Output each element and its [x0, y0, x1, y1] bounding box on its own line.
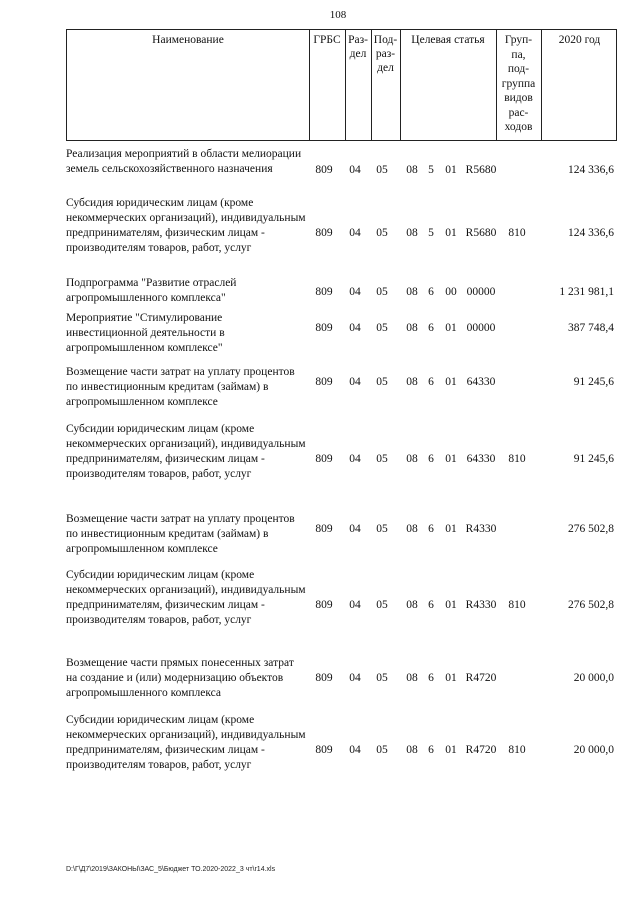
cell-podrazdel: 05	[376, 164, 388, 176]
cell-grbs: 809	[315, 672, 333, 684]
cell-expense-type: 810	[508, 744, 526, 756]
cell-direction: 64330	[466, 453, 496, 465]
file-path-footer: D:\Г\Д7\2019\ЗАКОНЫ\ЗАС_5\Бюджет ТО.2020-2022_3 чт\r14.xls	[66, 866, 276, 873]
cell-program: 08	[406, 672, 418, 684]
cell-subprogram: 6	[428, 453, 434, 465]
cell-amount-2020: 1 231 981,1	[559, 286, 614, 298]
cell-subprogram: 6	[428, 376, 434, 388]
cell-podrazdel: 05	[376, 523, 388, 535]
cell-event: 01	[445, 599, 457, 611]
cell-subprogram: 6	[428, 286, 434, 298]
cell-program: 08	[406, 286, 418, 298]
cell-amount-2020: 91 245,6	[573, 453, 614, 465]
cell-amount-2020: 124 336,6	[568, 227, 614, 239]
cell-subprogram: 5	[428, 164, 434, 176]
cell-program: 08	[406, 376, 418, 388]
cell-podrazdel: 05	[376, 227, 388, 239]
cell-program: 08	[406, 164, 418, 176]
header-target-article: Целевая статья	[411, 34, 485, 46]
table-header	[66, 29, 617, 141]
cell-grbs: 809	[315, 227, 333, 239]
header-grbs: ГРБС	[313, 34, 341, 46]
cell-razdel: 04	[349, 322, 361, 334]
cell-subprogram: 5	[428, 227, 434, 239]
row-name: Возмещение части затрат на уплату процентов по инвестиционным кредитам (займам) в агропромышленном комплексе	[66, 366, 295, 408]
cell-direction: R4720	[465, 744, 497, 756]
cell-amount-2020: 20 000,0	[573, 672, 614, 684]
row-name: Возмещение части прямых понесенных затрат на создание и (или) модернизацию объектов агропромышленного комплекса	[66, 657, 294, 699]
cell-amount-2020: 387 748,4	[568, 322, 614, 334]
cell-direction: R4330	[465, 599, 497, 611]
cell-program: 08	[406, 599, 418, 611]
row-name: Подпрограмма "Развитие отраслей агропромышленного комплекса"	[66, 277, 237, 304]
cell-subprogram: 6	[428, 523, 434, 535]
header-year: 2020 год	[558, 34, 601, 46]
cell-expense-type: 810	[508, 453, 526, 465]
cell-razdel: 04	[349, 376, 361, 388]
cell-razdel: 04	[349, 672, 361, 684]
cell-grbs: 809	[315, 744, 333, 756]
cell-razdel: 04	[349, 227, 361, 239]
cell-direction: 64330	[466, 376, 496, 388]
cell-direction: R5680	[465, 227, 497, 239]
cell-amount-2020: 276 502,8	[568, 523, 614, 535]
header-razdel: Раз- дел	[348, 34, 368, 60]
cell-podrazdel: 05	[376, 453, 388, 465]
page-number: 108	[329, 9, 347, 21]
cell-grbs: 809	[315, 376, 333, 388]
cell-program: 08	[406, 453, 418, 465]
cell-program: 08	[406, 322, 418, 334]
cell-amount-2020: 20 000,0	[573, 744, 614, 756]
cell-direction: R5680	[465, 164, 497, 176]
cell-subprogram: 6	[428, 322, 434, 334]
cell-razdel: 04	[349, 164, 361, 176]
header-expense-group: Груп- па, под- группа видов рас- ходов	[501, 34, 536, 133]
row-name: Мероприятие "Стимулирование инвестиционной деятельности в агропромышленном комплексе"	[66, 312, 225, 354]
cell-event: 01	[445, 376, 457, 388]
cell-amount-2020: 91 245,6	[573, 376, 614, 388]
cell-amount-2020: 276 502,8	[568, 599, 614, 611]
cell-direction: 00000	[466, 286, 496, 298]
cell-grbs: 809	[315, 286, 333, 298]
cell-subprogram: 6	[428, 672, 434, 684]
row-name: Субсидия юридическим лицам (кроме некоммерческих организаций), индивидуальным предпринимателям, физическим лицам - производителям товаров, работ, услуг	[66, 197, 306, 254]
cell-program: 08	[406, 523, 418, 535]
cell-razdel: 04	[349, 453, 361, 465]
cell-expense-type: 810	[508, 227, 526, 239]
cell-grbs: 809	[315, 523, 333, 535]
cell-podrazdel: 05	[376, 376, 388, 388]
cell-razdel: 04	[349, 286, 361, 298]
cell-subprogram: 6	[428, 744, 434, 756]
row-name: Возмещение части затрат на уплату процентов по инвестиционным кредитам (займам) в агропромышленном комплексе	[66, 513, 295, 555]
cell-razdel: 04	[349, 744, 361, 756]
cell-podrazdel: 05	[376, 744, 388, 756]
cell-event: 01	[445, 672, 457, 684]
cell-event: 01	[445, 744, 457, 756]
cell-direction: 00000	[466, 322, 496, 334]
cell-podrazdel: 05	[376, 599, 388, 611]
row-name: Субсидии юридическим лицам (кроме некоммерческих организаций), индивидуальным предпринимателям, физическим лицам - производителям товаров, работ, услуг	[66, 423, 306, 480]
cell-event: 01	[445, 227, 457, 239]
cell-razdel: 04	[349, 523, 361, 535]
cell-subprogram: 6	[428, 599, 434, 611]
cell-razdel: 04	[349, 599, 361, 611]
cell-expense-type: 810	[508, 599, 526, 611]
header-name: Наименование	[152, 34, 224, 46]
cell-grbs: 809	[315, 322, 333, 334]
cell-podrazdel: 05	[376, 322, 388, 334]
cell-grbs: 809	[315, 164, 333, 176]
row-name: Субсидии юридическим лицам (кроме некоммерческих организаций), индивидуальным предпринимателям, физическим лицам - производителям товаров, работ, услуг	[66, 714, 306, 771]
cell-amount-2020: 124 336,6	[568, 164, 614, 176]
cell-event: 01	[445, 322, 457, 334]
cell-program: 08	[406, 744, 418, 756]
cell-direction: R4720	[465, 672, 497, 684]
cell-event: 01	[445, 523, 457, 535]
cell-podrazdel: 05	[376, 286, 388, 298]
cell-event: 01	[445, 164, 457, 176]
cell-direction: R4330	[465, 523, 497, 535]
cell-program: 08	[406, 227, 418, 239]
cell-grbs: 809	[315, 453, 333, 465]
header-podrazdel: Под- раз- дел	[373, 34, 398, 74]
cell-event: 00	[445, 286, 457, 298]
cell-event: 01	[445, 453, 457, 465]
row-name: Субсидии юридическим лицам (кроме некоммерческих организаций), индивидуальным предпринимателям, физическим лицам - производителям товаров, работ, услуг	[66, 569, 306, 626]
row-name: Реализация мероприятий в области мелиорации земель сельскохозяйственного назначения	[66, 148, 302, 175]
cell-grbs: 809	[315, 599, 333, 611]
cell-podrazdel: 05	[376, 672, 388, 684]
